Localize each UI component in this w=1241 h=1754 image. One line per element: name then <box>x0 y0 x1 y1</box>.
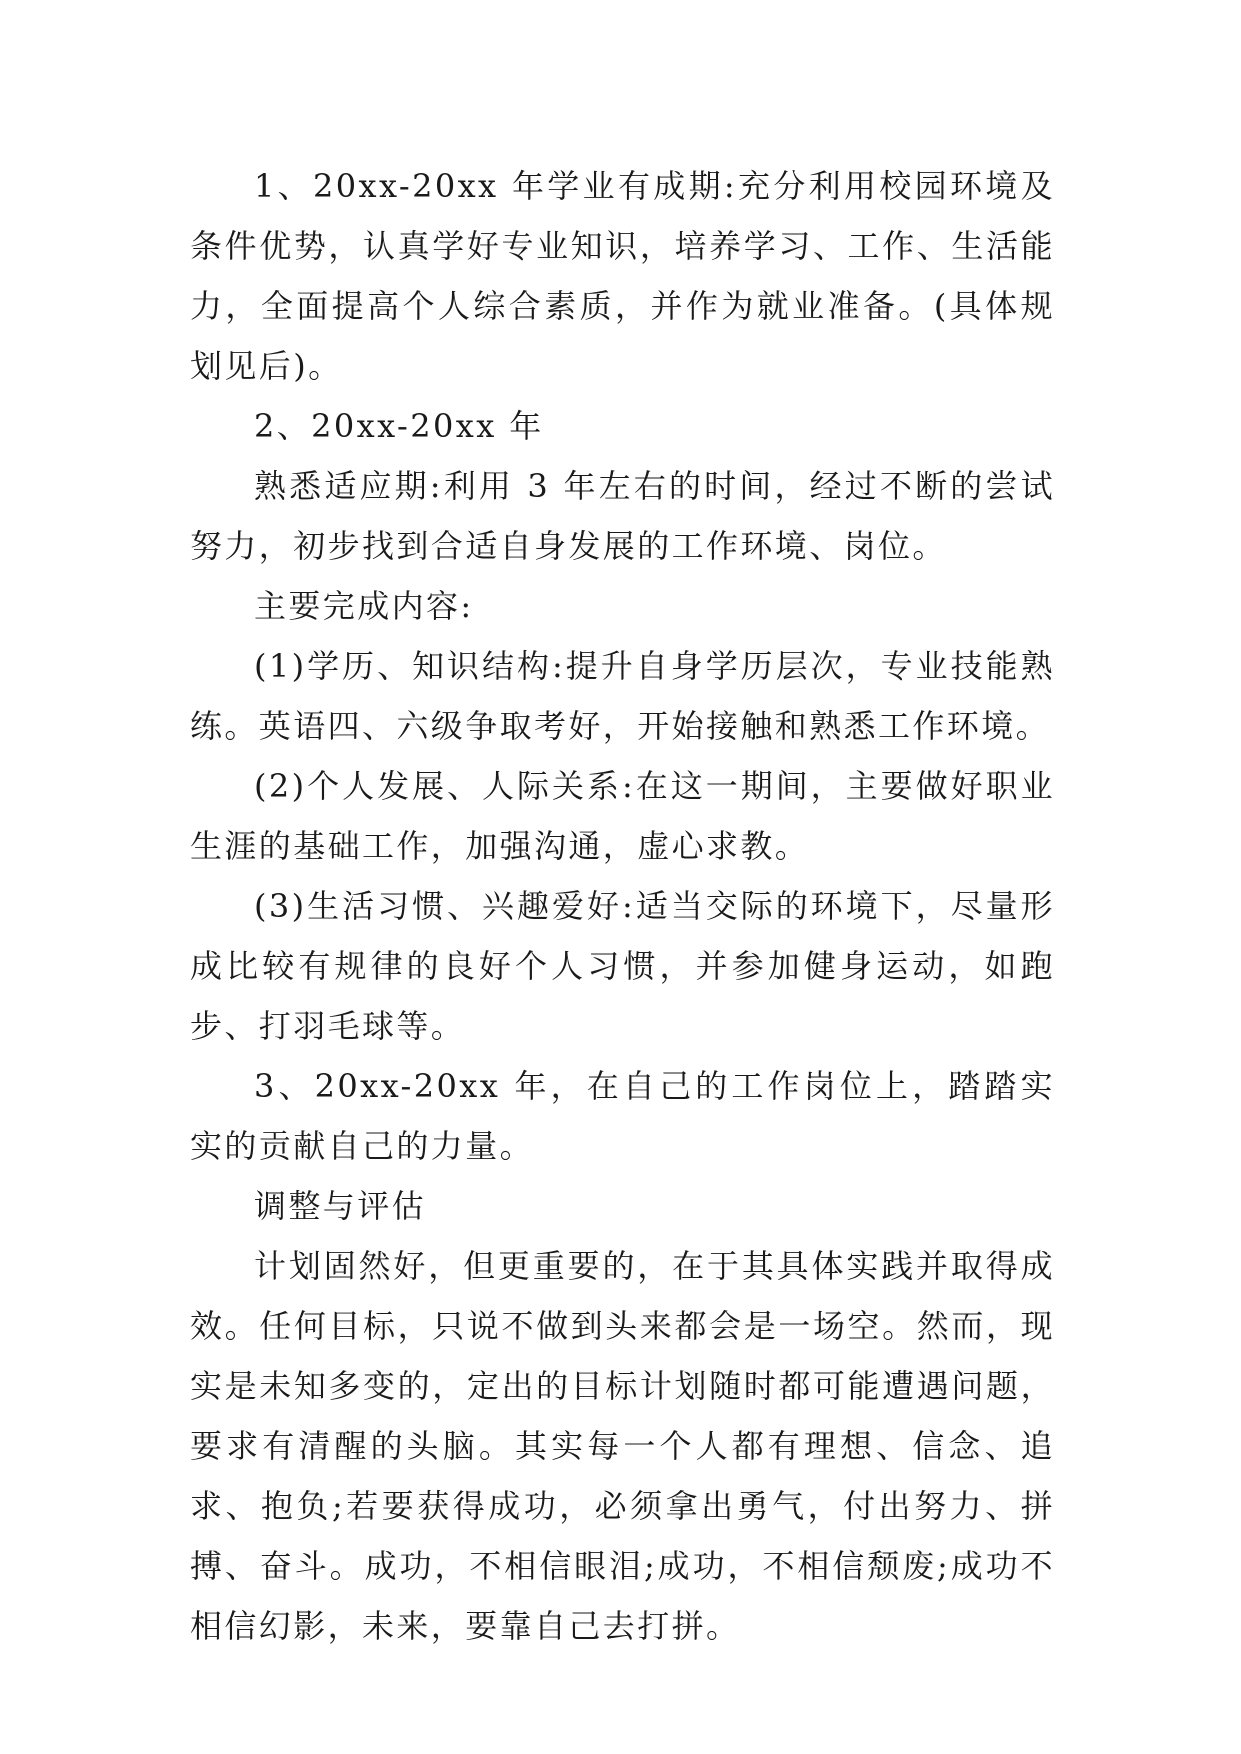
paragraph-stage-1: 1、20xx-20xx 年学业有成期:充分利用校园环境及条件优势，认真学好专业知识，培养学习、工作、生活能力，全面提高个人综合素质，并作为就业准备。(具体规划见后)。 <box>190 167 1055 385</box>
paragraph-adaptation-period: 熟悉适应期:利用 3 年左右的时间，经过不断的尝试努力，初步找到合适自身发展的工作环境、岗位。 <box>190 467 1055 565</box>
document-body <box>190 156 1055 1656</box>
paragraph-stage-2-heading: 2、20xx-20xx 年 <box>254 407 544 445</box>
paragraph-adjustment-body: 计划固然好，但更重要的，在于其具体实践并取得成效。任何目标，只说不做到头来都会是一场空。然而，现实是未知多变的，定出的目标计划随时都可能遭遇问题，要求有清醒的头脑。其实每一个人都有理想、信念、追求、抱负;若要获得成功，必须拿出勇气，付出努力、拼搏、奋斗。成功，不相信眼泪;成功，不相信颓废;成功不相信幻影，未来，要靠自己去打拼。 <box>190 1247 1055 1645</box>
paragraph-main-tasks-heading: 主要完成内容: <box>254 587 474 625</box>
paragraph-task-education: (1)学历、知识结构:提升自身学历层次，专业技能熟练。英语四、六级争取考好，开始接触和熟悉工作环境。 <box>190 647 1055 745</box>
paragraph-stage-3: 3、20xx-20xx 年，在自己的工作岗位上，踏踏实实的贡献自己的力量。 <box>190 1067 1055 1165</box>
paragraph-task-habits: (3)生活习惯、兴趣爱好:适当交际的环境下，尽量形成比较有规律的良好个人习惯，并参加健身运动，如跑步、打羽毛球等。 <box>190 887 1055 1045</box>
paragraph-adjustment-heading: 调整与评估 <box>254 1187 427 1225</box>
paragraph-task-personal-development: (2)个人发展、人际关系:在这一期间，主要做好职业生涯的基础工作，加强沟通，虚心求教。 <box>190 767 1055 865</box>
